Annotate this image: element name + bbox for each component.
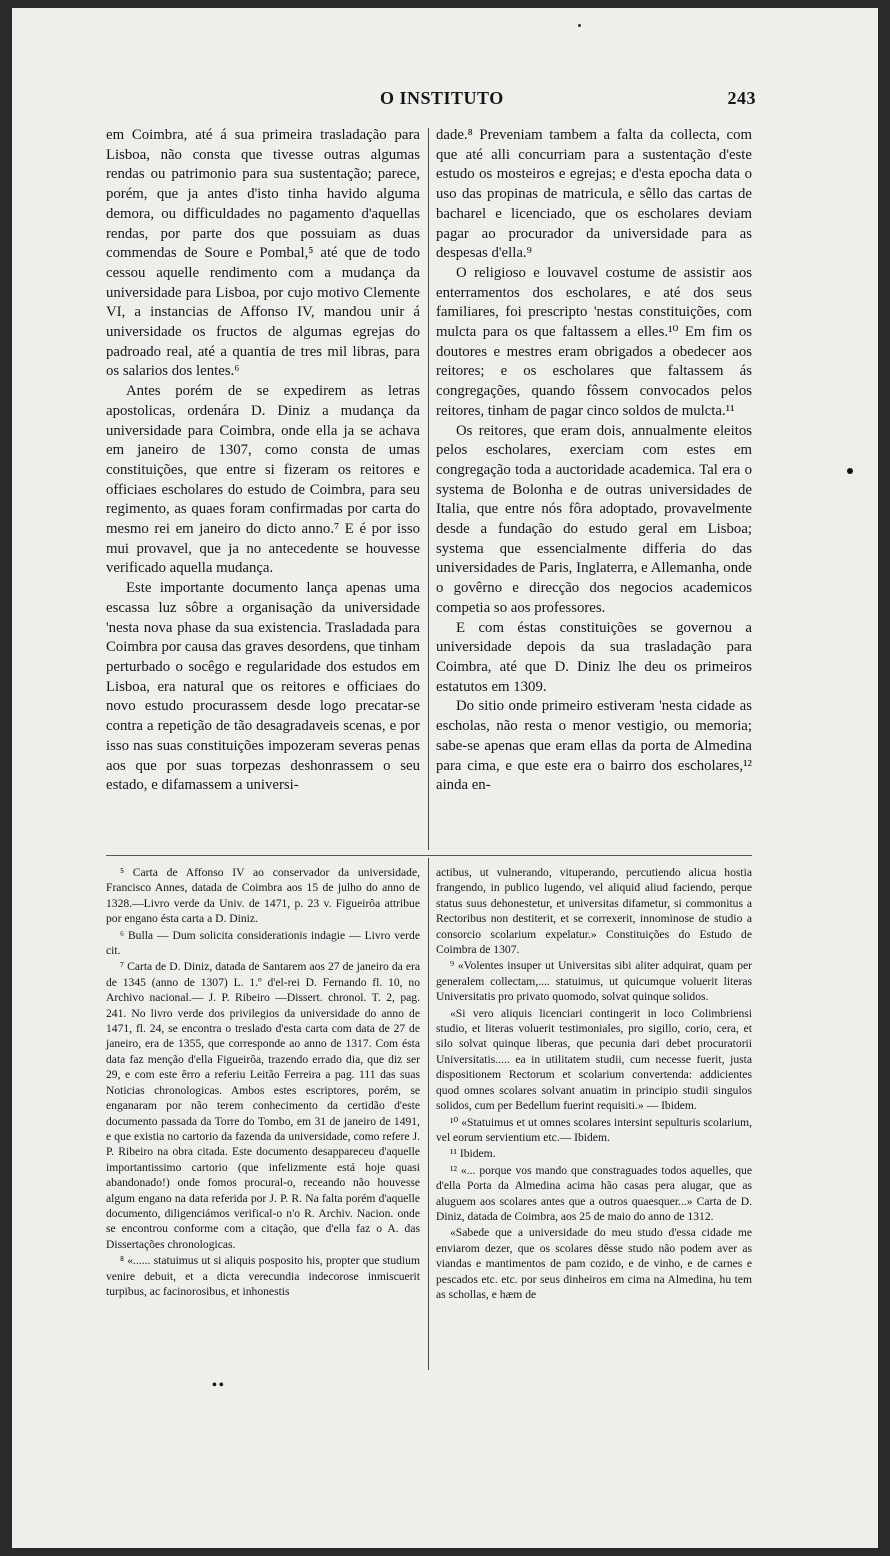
book-page	[12, 8, 878, 1548]
paragraph: E com éstas constituições se governou a universidade depois da sua trasladação para Coimbra, até que D. Diniz lhe deu os primeiros estatutos em 1309.	[436, 619, 752, 695]
footnote: «Si vero aliquis licenciari contingerit in loco Colimbriensi studio, et literas voluerit testimoniales, pro sigillo, corio, cera, et silo solvat quinque liberas, que pecunia dari debet procuratorii Universitatis..... ea in utilitatem studii, cum necesse fuerit, justa dispositionem Rectorum et scolarium convertenda: addicientes quod omnes scolares solvant anuatim in principio studii singulos solidos, cum per Bedellum fuerint requisiti.» — Ibidem.	[436, 1006, 752, 1113]
footnote: ⁶ Bulla — Dum solicita considerationis indagie — Livro verde cit.	[106, 928, 420, 958]
footnote-column-divider	[428, 858, 429, 1370]
body-column-left	[106, 126, 420, 796]
footnotes-right	[436, 865, 752, 1303]
footnote: actibus, ut vulnerando, vituperando, percutiendo alicua hostia frangendo, in publico lugendo, vel aliquid aliud faciendo, perque status suus dehonestetur, et universitas difametur, si commonitus a Rectoribus non destiterit, et se correxerit, innominose de studio a consorcio scolarium expelatur.» Constituições do Estudo de Coimbra de 1307.	[436, 866, 752, 957]
footnote: ⁵ Carta de Affonso IV ao conservador da universidade, Francisco Annes, datada de Coimbra aos 15 de julho do anno de 1328.—Livro verde da Univ. de 1471, p. 23 v. Figueirôa attribue por engano ésta carta a D. Diniz.	[106, 866, 420, 926]
paragraph: O religioso e louvavel costume de assistir aos enterramentos dos escholares, e até dos seus familiares, foi prescripto 'nestas constituições, com mulcta para os que faltassem a elles.¹⁰ Em fim os doutores e mestres eram obrigados a obedecer aos reitores; e os escholares que faltassem ás congregações, quando fôssem convocados pelos reitores, tinham de pagar cinco soldos de mulcta.¹¹	[436, 264, 752, 419]
paragraph: dade.⁸ Preveniam tambem a falta da collecta, com que até alli concurriam para a sustentação d'este estudo os mosteiros e egrejas; e d'esta epocha data o uso das propinas de matricula, e sêllo das cartas de bacharel e licenciado, que os escholares deviam pagar ao procurador da universidade para as despesas d'ella.⁹	[436, 127, 752, 262]
paragraph: Antes porém de se expedirem as letras apostolicas, ordenára D. Diniz a mudança da universidade para Coimbra, onde ella ja se achava em janeiro de 1307, como consta de umas constituições, que entre si fizeram os reitores e officiaes escholares do estudo de Coimbra, para seu regimento, as quaes foram confirmadas por carta do mesmo rei em janeiro do dicto anno.⁷ E é por isso mui provavel, que ja no antecedente se houvesse verificado aquella mudança.	[106, 383, 420, 577]
footnote-separator	[106, 855, 752, 856]
ink-speck	[578, 24, 581, 27]
paragraph: Os reitores, que eram dois, annualmente eleitos pelos escholares, exerciam com estes em congregação toda a auctoridade academica. Tal era o systema de Bolonha e de outras universidades de Italia, que entre nós fôra adoptado, provavelmente desde a fundação do estudo geral em Lisboa; systema que essencialmente differia do das universidades de Paris, Inglaterra, e Allemanha, onde o govêrno e direcção dos negocios academicos competia so aos professores.	[436, 422, 752, 616]
paragraph: Este importante documento lança apenas uma escassa luz sôbre a organisação da universidade 'nesta nova phase da sua existencia. Trasladada para Coimbra por causa das graves desordens, que tinham perturbado o socêgo e regularidade dos estudos em Lisboa, era natural que os reitores e officiaes do novo estudo procurassem desde logo precatar-se contra a repetição de tão desagradaveis scenas, e por isso nas suas constituições impozeram severas penas aos que por suas torpezas deshonrassem o seu estado, e difamassem a universi-	[106, 580, 420, 794]
footnote: ¹² «... porque vos mando que constraguades todos aquelles, que d'ella Porta da Almedina acima hão casas pera alugar, que as aluguem aos scolares antes que a outros quaesquer...» Carta de D. Diniz, datada de Coimbra, aos 25 de maio do anno de 1312.	[436, 1163, 752, 1223]
footnote: ⁷ Carta de D. Diniz, datada de Santarem aos 27 de janeiro da era de 1345 (anno de 1307) L. 1.º d'el-rei D. Fernando fl. 10, no Archivo nacional.— J. P. Ribeiro —Dissert. chronol. T. 2, pag. 241. No livro verde dos privilegios da universidade do anno de 1471, fl. 24, se encontra o treslado d'esta carta com data de 27 de janeiro, era de 1355, que corresponde ao anno de 1317. Com ésta data faz menção d'ella Figueirôa, trazendo errado dia, que diz ser 29, e com este êrro a referiu Leitão Ferreira a pag. 111 das suas Noticias chronologicas. Ambos estes escriptores, porém, se enganaram por não terem conhecimento da certidão d'este documento passada da Torre do Tombo, em 31 de janeiro de 1491, e que existia no cartorio da fazenda da universidade, como refere J. P. Ribeiro na obra citada. Este documento desappareceu d'aquelle importantissimo cartorio (que infelizmente está hoje quasi abandonado!) onde fomos procural-o, receando não houvesse algum engano na data referida por J. P. R. Na falta porém d'aquelle documento, diligenciámos verifical-o n'o R. Archiv. Nacion. onde se encontrou conforme com a citação, que d'ella faz o A. das Dissertações chronologicas.	[106, 960, 420, 1251]
footnote: ⁹ «Volentes insuper ut Universitas sibi aliter adquirat, quam per generalem collectam,.... statuimus, ut quicumque voluerit literas Universitatis pro privato quomodo, solvat quinque solidos.	[436, 959, 752, 1004]
ink-speck	[847, 468, 853, 474]
footnote: «Sabede que a universidade do meu studo d'essa cidade me enviarom dezer, que os scolares dêsse studo não podem aver as viandas e mantimentos de pam cozido, e de vinho, e de carnes e pescados etc. etc. por seus dinheiros em cima na Almedina, hu tem as schollas, e hæm de	[436, 1226, 752, 1301]
footnote: ¹⁰ «Statuimus et ut omnes scolares intersint sepulturis scolarium, vel eorum servientium etc.— Ibidem.	[436, 1115, 752, 1144]
running-header	[12, 88, 878, 112]
footnotes-left	[106, 865, 420, 1300]
body-column-right	[436, 126, 752, 796]
column-divider	[428, 128, 429, 850]
footnote: ¹¹ Ibidem.	[450, 1147, 496, 1161]
signature-mark: ••	[212, 1378, 226, 1393]
page-number: 243	[727, 88, 756, 108]
footnote: ⁸ «...... statuimus ut si aliquis posposito his, propter que studium venire debuit, et a dicta verecundia indecorose inmiscuerit turpibus, ac facinorosibus, et inhonestis	[106, 1254, 420, 1298]
paragraph: Do sitio onde primeiro estiveram 'nesta cidade as escholas, não resta o menor vestigio, ou memoria; sabe-se apenas que eram ellas da porta de Almedina para cima, e que este era o bairro dos escholares,¹² ainda en-	[436, 698, 752, 794]
journal-title: O INSTITUTO	[380, 88, 504, 108]
paragraph: em Coimbra, até á sua primeira trasladação para Lisboa, não consta que tivesse outras algumas rendas ou patrimonio para sua sustentação; parece, porém, que ja antes d'isto tinha havido alguma demora, ou difficuldades no pagamento d'aquellas rendas, por parte dos que possuiam as duas commendas de Soure e Pombal,⁵ até que de todo cessou aquelle rendimento com a mudança da universidade para Lisboa, por cujo motivo Clemente VI, a instancias de Affonso IV, mandou unir á universidade os fructos de algumas egrejas do padroado real, até a quantia de tres mil libras, para os salarios dos lentes.⁶	[106, 127, 420, 380]
